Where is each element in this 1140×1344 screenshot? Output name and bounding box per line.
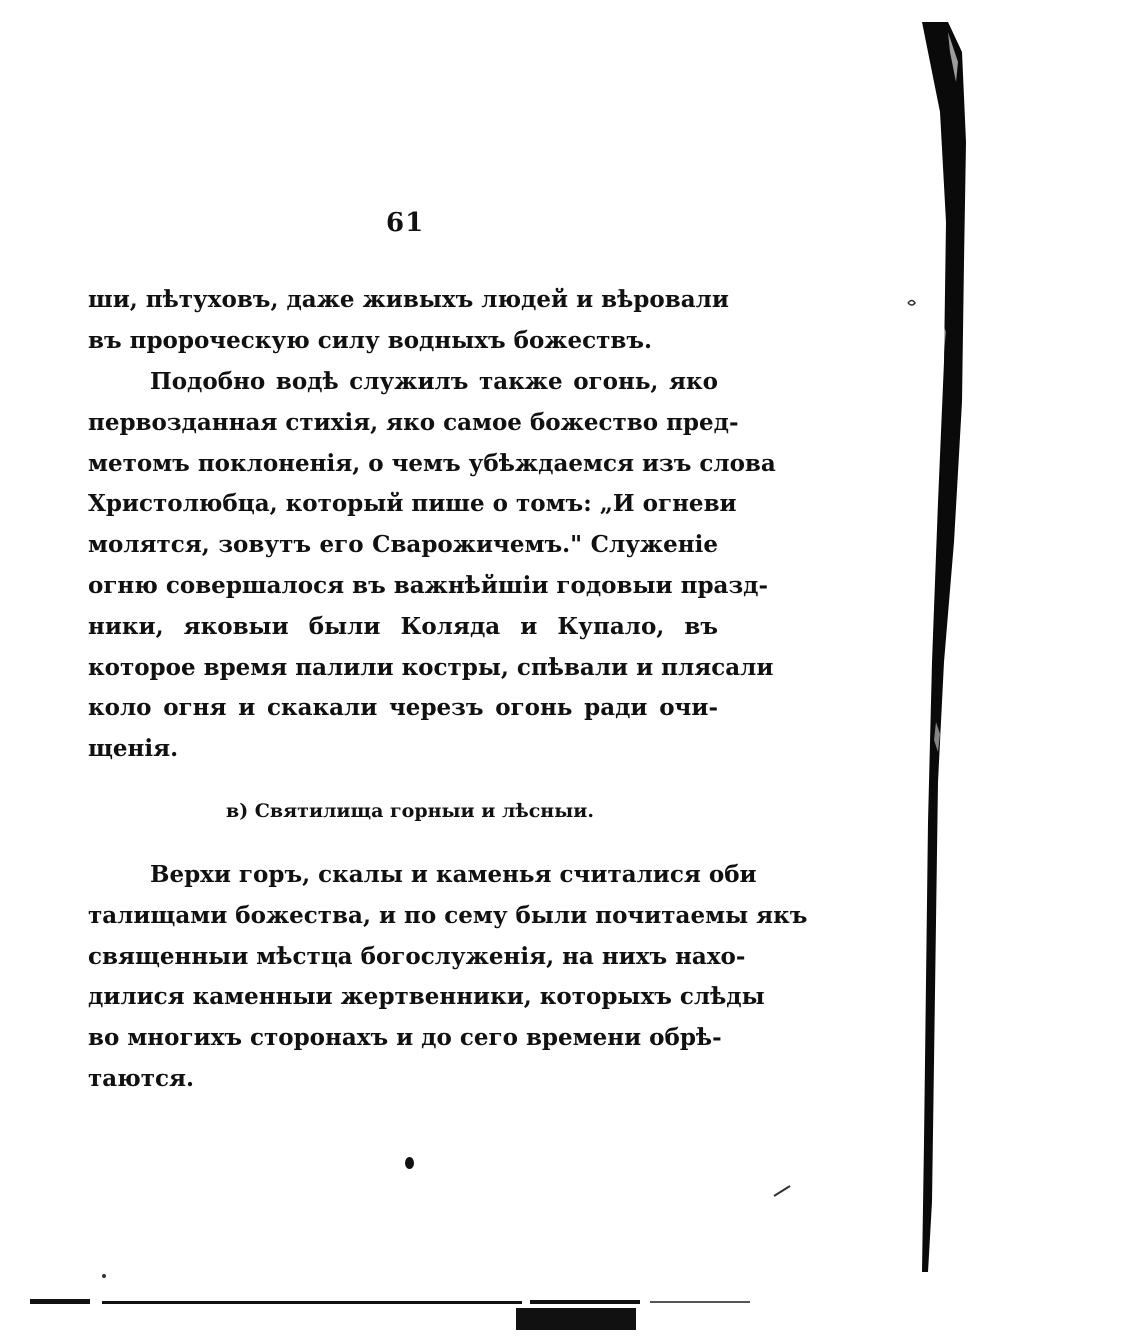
text-line: Христолюбца, который пише о томъ: „И огневи	[88, 490, 737, 518]
text-line: коло огня и скакали черезъ огонь ради очи-	[88, 694, 718, 722]
paragraph-continuation	[88, 280, 729, 362]
scan-bottom-block	[516, 1308, 636, 1330]
section-heading: в) Святилища горныи и лѣсныи.	[226, 800, 594, 822]
ink-dot-mark	[405, 1157, 414, 1169]
text-line: ники, яковыи были Коляда и Купало, въ	[88, 612, 718, 640]
text-line: молятся, зовутъ его Сварожичемъ." Служеніе	[88, 531, 718, 559]
paragraph-fire-worship	[88, 362, 776, 770]
scan-binding-edge	[918, 22, 974, 1272]
text-line: въ пророческую силу водныхъ божествъ.	[88, 326, 653, 354]
text-line: талищами божества, и по сему были почитаемы якъ	[88, 901, 808, 929]
text-line: Верхи горъ, скалы и каменья считалися оби	[150, 861, 757, 888]
text-line: ши, пѣтуховъ, даже живыхъ людей и вѣровали	[88, 286, 729, 313]
scan-speck	[100, 1272, 108, 1280]
scan-speck	[905, 296, 919, 310]
text-line: во многихъ сторонахъ и до сего времени обрѣ-	[88, 1024, 722, 1052]
scan-speck	[772, 1184, 792, 1198]
text-line: таются.	[88, 1064, 194, 1092]
text-line: дилися каменныи жертвенники, которыхъ слѣды	[88, 983, 765, 1011]
text-line: первозданная стихія, яко самое божество пред-	[88, 408, 739, 436]
text-line: огню совершалося въ важнѣйшіи годовыи празд-	[88, 571, 768, 599]
text-line: щенія.	[88, 735, 179, 763]
text-line: которое время палили костры, спѣвали и плясали	[88, 653, 774, 681]
text-line: священныи мѣстца богослуженія, на нихъ нахо-	[88, 942, 746, 970]
text-line: метомъ поклоненія, о чемъ убѣждаемся изъ слова	[88, 449, 776, 477]
text-line: Подобно водѣ служилъ также огонь, яко	[150, 368, 718, 395]
page-number: 61	[386, 208, 425, 238]
scan-bottom-rule	[30, 1296, 750, 1308]
paragraph-sanctuaries	[88, 855, 808, 1100]
